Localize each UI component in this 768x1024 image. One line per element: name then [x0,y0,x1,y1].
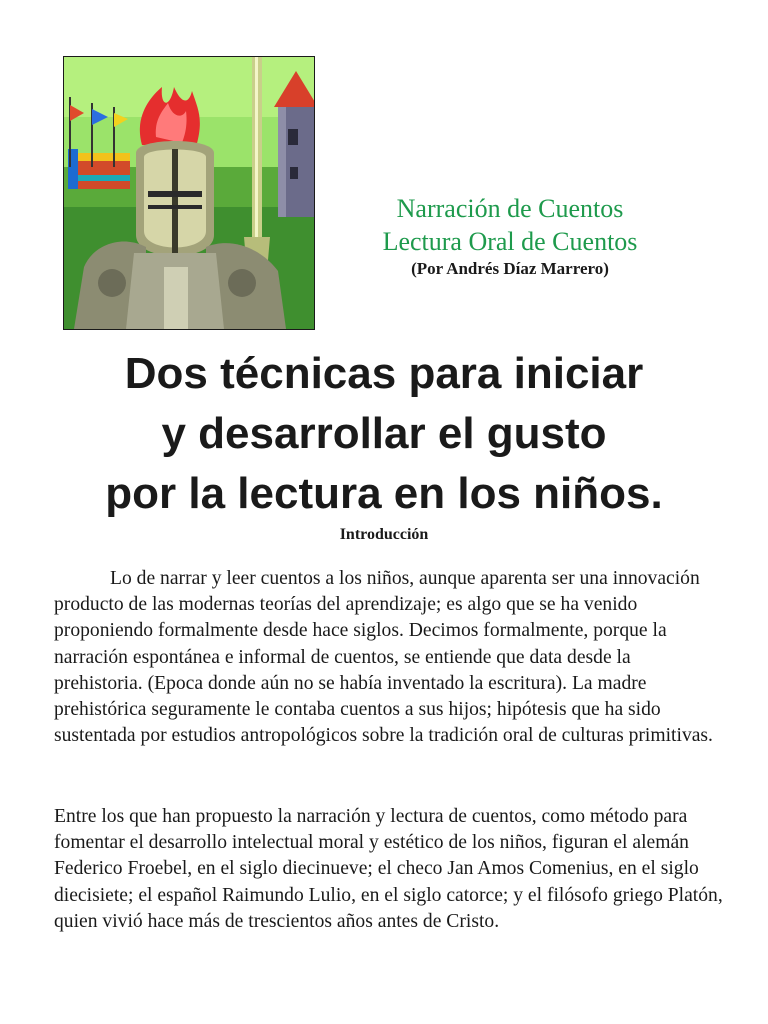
paragraph-2: Entre los que han propuesto la narración y lectura de cuentos, como método para fomentar el desarrollo intelectual moral y estético de los niños, figuran el alemán Federico Froebel, en el siglo diecinueve; el checo Jan Amos Comenius, en el siglo diecisiete; el español Raimundo Lulio, en el siglo catorce; y el filósofo griego Platón, quien vivió hace más de trescientos años antes de Cristo. [54,806,723,932]
header-line-1: Narración de Cuentos [396,194,624,223]
paragraph-1-text: Lo de narrar y leer cuentos a los niños, aunque aparenta ser una innovación producto de las modernas teorías del aprendizaje; es algo que se ha venido proponiendo formalmente desde hace siglos. Decimos formalmente, porque la narración espontánea e informal de cuentos, se entiende que data desde la prehistoria. (Epoca donde aún no se había inventado la escritura). La madre prehistórica seguramente le contaba cuentos a sus hijos; hipótesis que ha sido sustentada por estudios antropológicos sobre la tradición oral de culturas primitivas. [54,568,713,747]
header-block [360,192,660,280]
main-title-line-3: por la lectura en los niños. [105,469,663,518]
main-title-line-1: Dos técnicas para iniciar [124,349,644,398]
main-title [0,344,768,524]
header-line-2: Lectura Oral de Cuentos [382,227,638,256]
section-heading: Introducción [339,526,429,543]
paragraph-1 [54,566,724,749]
main-title-line-2: y desarrollar el gusto [161,409,607,458]
knight-illustration [63,56,315,330]
header-author: (Por Andrés Díaz Marrero) [411,259,609,278]
